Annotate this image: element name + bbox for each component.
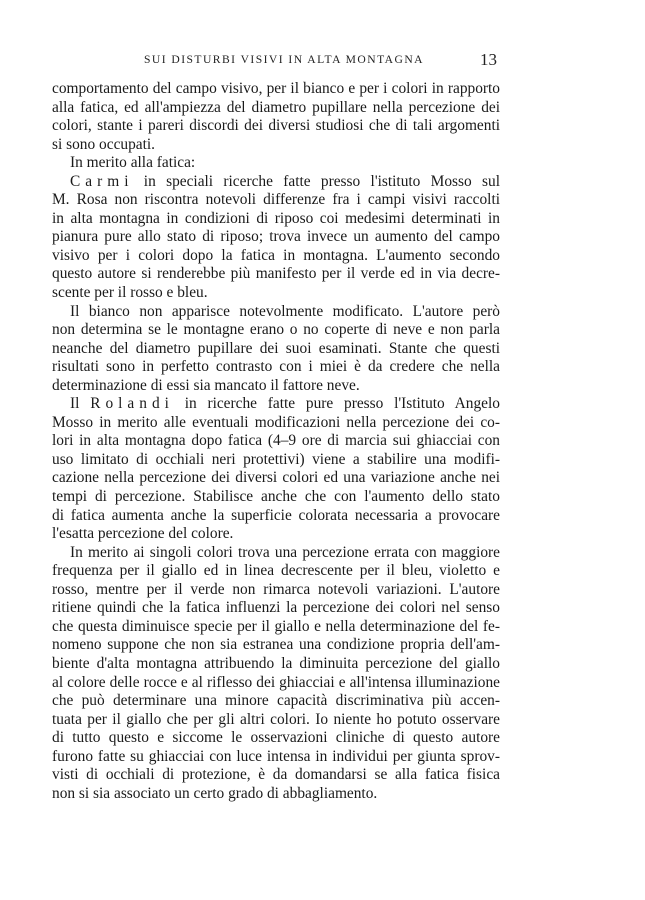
text-line: comportamento del campo visivo, per il bianco e per i colori in rapporto [52,80,500,97]
text-line: frequenza per il giallo ed in linea decrescente per il bleu, violetto e [52,562,500,580]
text-line: tempi di percezione. Stabilisce anche che con l'aumento dello stato [52,488,500,506]
text-line [52,173,500,192]
author-name-carmi: Carmi [70,172,134,190]
text-fragment: in speciali ricerche fatte presso l'istituto Mosso sul [133,172,500,190]
text-line: in alta montagna in condizioni di riposo coi medesimi determinati in [52,209,500,227]
text-line: furono fatte su ghiacciai con luce intensa in individui per giunta sprov- [52,747,500,765]
text-line: che può determinare una minore capacità discriminativa più accen- [52,692,500,710]
text-fragment: Il [70,395,80,413]
text-line: uso limitato di occhiali neri protettivi) viene a stabilire una modifi- [52,450,500,468]
text-fragment: in ricerche fatte pure presso l'Istituto Angelo [173,395,500,413]
text-line: In merito ai singoli colori trova una percezione errata con maggiore [70,543,500,561]
text-line: Mosso in merito alle eventuali modificazioni nella percezione dei co- [52,413,500,431]
text-line: non si sia associato un certo grado di abbagliamento. [52,784,378,802]
text-line: tuata per il giallo che per gli altri colori. Io niente ho potuto osservare [52,710,500,728]
text-line: ritiene quindi che la fatica influenzi la percezione dei colori nel senso [52,599,500,617]
page-header [0,50,645,72]
text-line: alla fatica, ed all'ampiezza del diametro pupillare nella percezione dei [52,98,500,116]
text-line: rosso, mentre per il verde non rimarca notevoli variazioni. L'autore [52,580,500,598]
text-line: biente d'alta montagna attribuendo la diminuita percezione del giallo [52,654,500,672]
text-line: l'esatta percezione del colore. [52,525,234,543]
text-line: cazione nella percezione dei diversi colori ed una variazione anche nei [52,469,500,487]
page-number: 13 [480,50,497,69]
text-line: neanche del diametro pupillare dei suoi esaminati. Stante che questi [52,339,500,357]
text-line: al colore delle rocce e al riflesso dei ghiacciai e all'intensa illuminazione [52,673,500,691]
body-text [52,80,500,803]
text-line: In merito alla fatica: [70,154,196,172]
text-line: nomeno suppone che non sia estranea una condizione propria dell'am- [52,636,500,654]
running-head: SUI DISTURBI VISIVI IN ALTA MONTAGNA [144,53,424,66]
text-line: questo autore si renderebbe più manifesto per il verde ed in via decre- [52,265,500,283]
text-line: colori, stante i pareri discordi dei diversi studiosi che di tali argomenti [52,117,500,135]
text-line: non determina se le montagne erano o no coperte di neve e non parla [52,321,500,339]
text-line: M. Rosa non riscontra notevoli differenze fra i campi visivi raccolti [52,191,500,209]
text-line: visti di occhiali di protezione, è da domandarsi se alla fatica fisica [52,766,500,784]
text-line [52,395,500,414]
text-line: di tutto questo e siccome le osservazioni cliniche di questo autore [52,729,500,747]
text-line: scente per il rosso e bleu. [52,284,208,302]
text-line: Il bianco non apparisce notevolmente modificato. L'autore però [70,302,500,320]
text-line: lori in alta montagna dopo fatica (4–9 ore di marcia sui ghiacciai con [52,432,500,450]
text-line: si sono occupati. [52,135,156,153]
text-line: pianura pure allo stato di riposo; trova invece un aumento del campo [52,228,500,246]
text-line: determinazione di essi sia mancato il fattore neve. [52,376,360,394]
text-line: di fatica aumenta anche la superficie colorata necessaria a provocare [52,506,500,524]
text-line: visivo per i colori dopo la fatica in montagna. L'aumento secondo [52,246,500,264]
text-line: risultati sono in perfetto contrasto con i miei è da credere che nella [52,358,500,376]
author-name-rolandi: Rolandi [90,395,174,413]
text-line: che questa diminuisce specie per il giallo e nella determinazione del fe- [52,617,500,635]
